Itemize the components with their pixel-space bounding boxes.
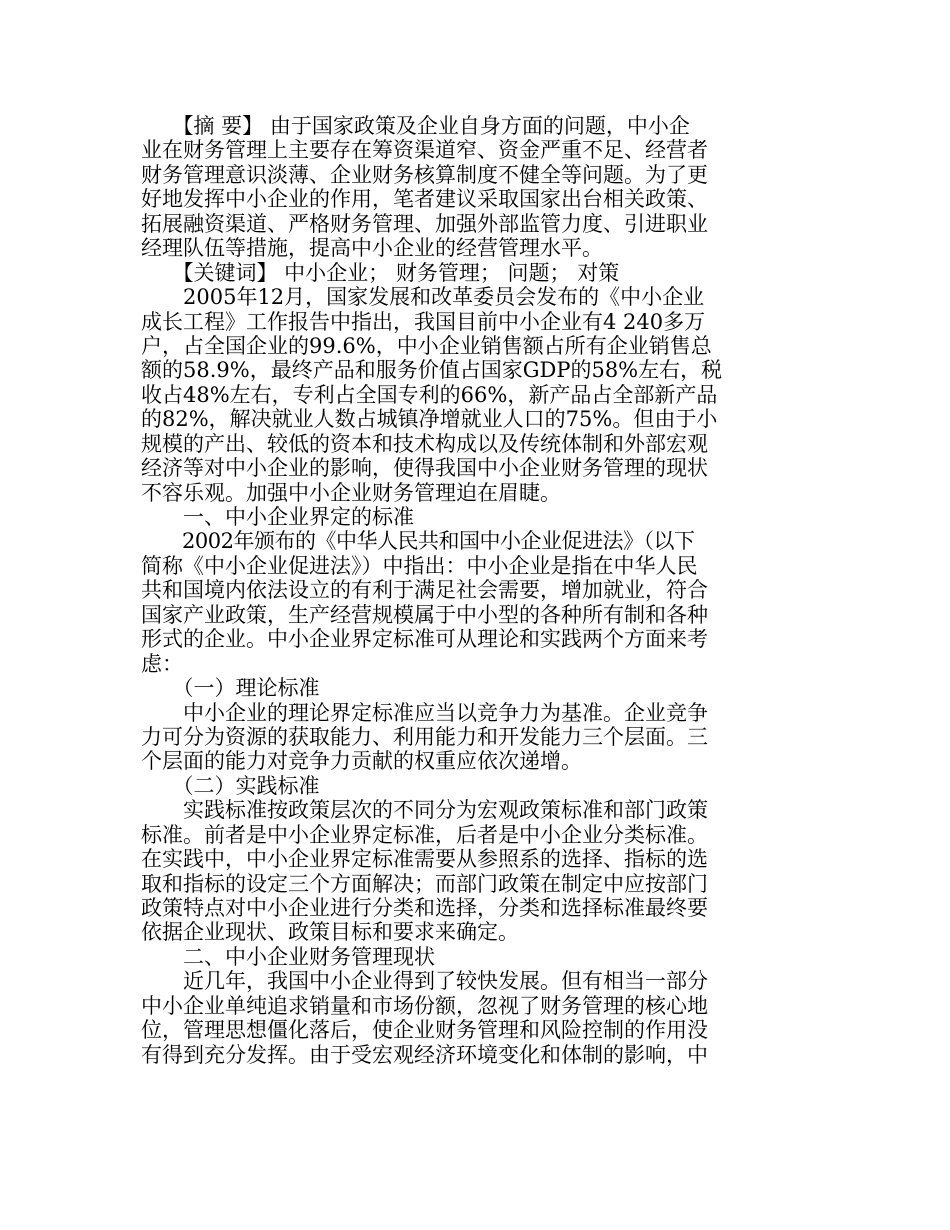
paragraph-line: 政策特点对中小企业进行分类和选择，分类和选择标准最终要	[141, 896, 708, 920]
abstract-line: 业在财务管理上主要存在筹资渠道窄、资金严重不足、经营者	[141, 138, 708, 163]
paragraph-line: 近几年，我国中小企业得到了较快发展。但有相当一部分	[141, 969, 708, 994]
paragraph-line: 国家产业政策，生产经营规模属于中小型的各种所有制和各种	[141, 602, 708, 627]
paragraph-line: 的82%，解决就业人数占城镇净增就业人口的75%。但由于小	[141, 407, 718, 432]
paragraph-line: 标准。前者是中小企业界定标准，后者是中小企业分类标准。	[141, 822, 708, 847]
subsection-heading: （一）理论标准	[141, 676, 320, 701]
paragraph-line: 不容乐观。加强中小企业财务管理迫在眉睫。	[141, 480, 561, 505]
paragraph-line: 中小企业单纯追求销量和市场份额，忽视了财务管理的核心地	[141, 993, 708, 1018]
paragraph-line: 个层面的能力对竞争力贡献的权重应依次递增。	[141, 749, 582, 774]
paragraph-line: 收占48%左右，专利占全国专利的66%，新产品占全部新产品	[141, 382, 718, 407]
paragraph-line: 简称《中小企业促进法》）中指出：中小企业是指在中华人民	[141, 553, 698, 578]
abstract-line: 好地发挥中小企业的作用，笔者建议采取国家出台相关政策、	[141, 187, 708, 212]
paragraph-line: 共和国境内依法设立的有利于满足社会需要，增加就业，符合	[141, 578, 708, 603]
paragraph-line: 实践标准按政策层次的不同分为宏观政策标准和部门政策	[141, 798, 708, 823]
paragraph-line: 经济等对中小企业的影响，使得我国中小企业财务管理的现状	[141, 456, 708, 481]
paragraph-line: 成长工程》工作报告中指出，我国目前中小企业有4 240多万	[141, 309, 706, 334]
subsection-heading: （二）实践标准	[141, 773, 320, 798]
paragraph-line: 位，管理思想僵化落后，使企业财务管理和风险控制的作用没	[141, 1018, 708, 1043]
section-heading: 一、中小企业界定的标准	[141, 505, 414, 529]
paragraph-line: 形式的企业。中小企业界定标准可从理论和实践两个方面来考	[141, 627, 708, 652]
paragraph-line: 户，占全国企业的99.6%，中小企业销售额占所有企业销售总	[141, 333, 712, 358]
paragraph-line: 取和指标的设定三个方面解决；而部门政策在制定中应按部门	[141, 871, 708, 896]
paragraph-line: 虑：	[141, 651, 183, 676]
document-body	[141, 114, 741, 1067]
paragraph-line: 2002年颁布的《中华人民共和国中小企业促进法》（以下	[141, 529, 695, 554]
paragraph-line: 中小企业的理论界定标准应当以竞争力为基准。企业竞争	[141, 700, 708, 725]
paragraph-line: 依据企业现状、政策目标和要求来确定。	[141, 920, 519, 945]
section-heading: 二、中小企业财务管理现状	[141, 944, 435, 969]
abstract-line: 【摘 要】 由于国家政策及企业自身方面的问题，中小企	[141, 114, 690, 138]
paragraph-line: 有得到充分发挥。由于受宏观经济环境变化和体制的影响，中	[141, 1042, 708, 1067]
abstract-line: 拓展融资渠道、严格财务管理、加强外部监管力度、引进职业	[141, 211, 708, 236]
paragraph-line: 2005年12月，国家发展和改革委员会发布的《中小企业	[141, 285, 705, 310]
keywords-line: 【关键词】 中小企业； 财务管理； 问题； 对策	[141, 260, 620, 285]
paragraph-line: 在实践中，中小企业界定标准需要从参照系的选择、指标的选	[141, 847, 708, 872]
abstract-line: 财务管理意识淡薄、企业财务核算制度不健全等问题。为了更	[141, 162, 708, 187]
abstract-line: 经理队伍等措施，提高中小企业的经营管理水平。	[141, 236, 603, 261]
paragraph-line: 额的58.9%，最终产品和服务价值占国家GDP的58%左右，税	[141, 358, 723, 383]
paragraph-line: 规模的产出、较低的资本和技术构成以及传统体制和外部宏观	[141, 431, 708, 456]
paragraph-line: 力可分为资源的获取能力、利用能力和开发能力三个层面。三	[141, 724, 708, 749]
